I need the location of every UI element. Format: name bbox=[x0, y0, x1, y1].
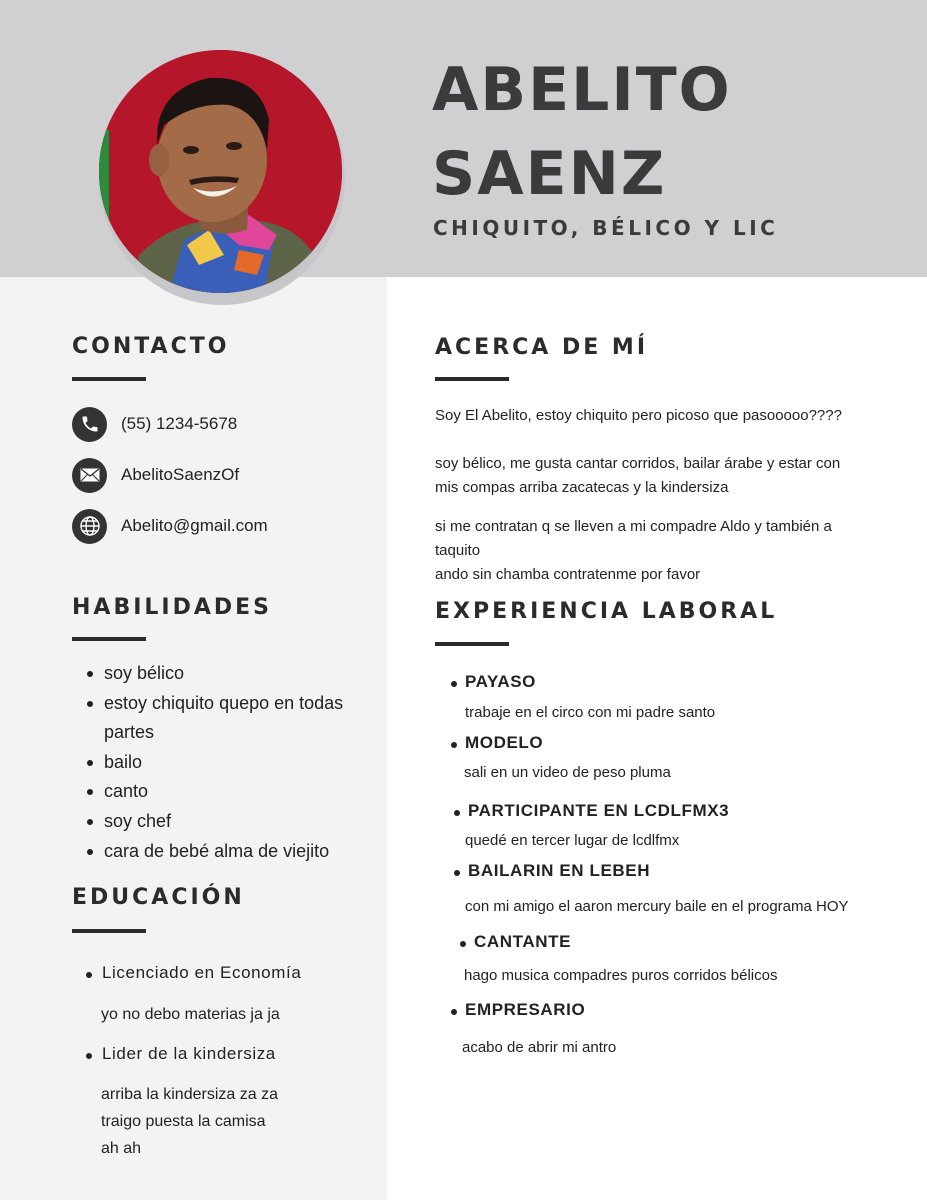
skill-item: canto bbox=[72, 777, 372, 807]
job-title-text: CANTANTE bbox=[474, 932, 572, 951]
globe-icon bbox=[72, 509, 107, 544]
skill-item: estoy chiquito quepo en todas partes bbox=[72, 689, 372, 748]
job-title-text: BAILARIN EN LEBEH bbox=[468, 861, 651, 880]
about-paragraph: soy bélico, me gusta cantar corridos, bailar árabe y estar con mis compas arriba zacatecas y la kindersiza bbox=[435, 455, 841, 496]
contact-phone bbox=[72, 406, 237, 442]
job-title-text: MODELO bbox=[465, 733, 544, 752]
education-desc-line: yo no debo materias ja ja bbox=[101, 1006, 280, 1023]
education-heading: EDUCACIÓN bbox=[72, 885, 245, 910]
skill-item: soy bélico bbox=[72, 659, 372, 689]
skills-heading-rule bbox=[72, 637, 146, 641]
bullet-dot bbox=[451, 681, 457, 687]
tagline: CHIQUITO, BÉLICO Y LIC bbox=[433, 216, 779, 240]
education-item-desc bbox=[101, 1081, 278, 1162]
job-desc: acabo de abrir mi antro bbox=[462, 1039, 617, 1056]
name-last: SAENZ bbox=[432, 139, 667, 209]
skill-item: cara de bebé alma de viejito bbox=[72, 837, 372, 867]
job-desc: hago musica compadres puros corridos bélicos bbox=[464, 967, 778, 984]
skills-heading: HABILIDADES bbox=[72, 595, 273, 620]
about-paragraph: Soy El Abelito, estoy chiquito pero picoso que pasooooo???? bbox=[435, 407, 842, 424]
contact-heading-rule bbox=[72, 377, 146, 381]
phone-icon bbox=[72, 407, 107, 442]
job-title-text: PAYASO bbox=[465, 672, 537, 691]
experience-heading-rule bbox=[435, 642, 509, 646]
contact-user-text[interactable]: AbelitoSaenzOf bbox=[121, 465, 240, 484]
bullet-dot bbox=[86, 972, 92, 978]
bullet-dot bbox=[451, 742, 457, 748]
bullet-dot bbox=[454, 810, 460, 816]
bullet-dot bbox=[86, 1053, 92, 1059]
job-title-text: EMPRESARIO bbox=[465, 1000, 586, 1019]
name-first: ABELITO bbox=[432, 55, 732, 125]
skill-item: soy chef bbox=[72, 807, 372, 837]
job-desc: trabaje en el circo con mi padre santo bbox=[465, 704, 716, 721]
mail-icon bbox=[72, 458, 107, 493]
about-paragraph: si me contratan q se lleven a mi compadre Aldo y también a taquito bbox=[435, 518, 832, 559]
about-heading-rule bbox=[435, 377, 509, 381]
experience-heading: EXPERIENCIA LABORAL bbox=[435, 599, 778, 624]
about-heading: ACERCA DE MÍ bbox=[435, 335, 648, 360]
education-desc-line: arriba la kindersiza za za bbox=[101, 1086, 278, 1103]
contact-email-text[interactable]: Abelito@gmail.com bbox=[121, 516, 268, 535]
job-desc: sali en un video de peso pluma bbox=[464, 764, 671, 781]
education-item-title: Licenciado en Economía bbox=[102, 963, 302, 982]
bullet-dot bbox=[454, 870, 460, 876]
contact-phone-text[interactable]: (55) 1234-5678 bbox=[121, 414, 238, 433]
education-item-title: Lider de la kindersiza bbox=[102, 1044, 276, 1063]
contact-web bbox=[72, 508, 268, 544]
profile-photo-illustration bbox=[99, 50, 342, 293]
bullet-dot bbox=[451, 1009, 457, 1015]
education-desc-line: ah ah bbox=[101, 1140, 142, 1157]
about-paragraph: ando sin chamba contratenme por favor bbox=[435, 566, 701, 583]
contact-heading: CONTACTO bbox=[72, 334, 230, 359]
education-desc-line: traigo puesta la camisa bbox=[101, 1113, 266, 1130]
full-name bbox=[432, 48, 912, 216]
bullet-dot bbox=[460, 941, 466, 947]
skill-item: bailo bbox=[72, 748, 372, 778]
job-desc: con mi amigo el aaron mercury baile en el programa HOY bbox=[465, 898, 849, 915]
job-desc: quedé en tercer lugar de lcdlfmx bbox=[465, 832, 680, 849]
skills-list bbox=[72, 659, 372, 866]
job-title-text: PARTICIPANTE EN LCDLFMX3 bbox=[468, 801, 730, 820]
contact-email-user bbox=[72, 457, 239, 493]
education-item-desc bbox=[101, 1001, 280, 1028]
education-heading-rule bbox=[72, 929, 146, 933]
profile-photo bbox=[99, 50, 342, 293]
